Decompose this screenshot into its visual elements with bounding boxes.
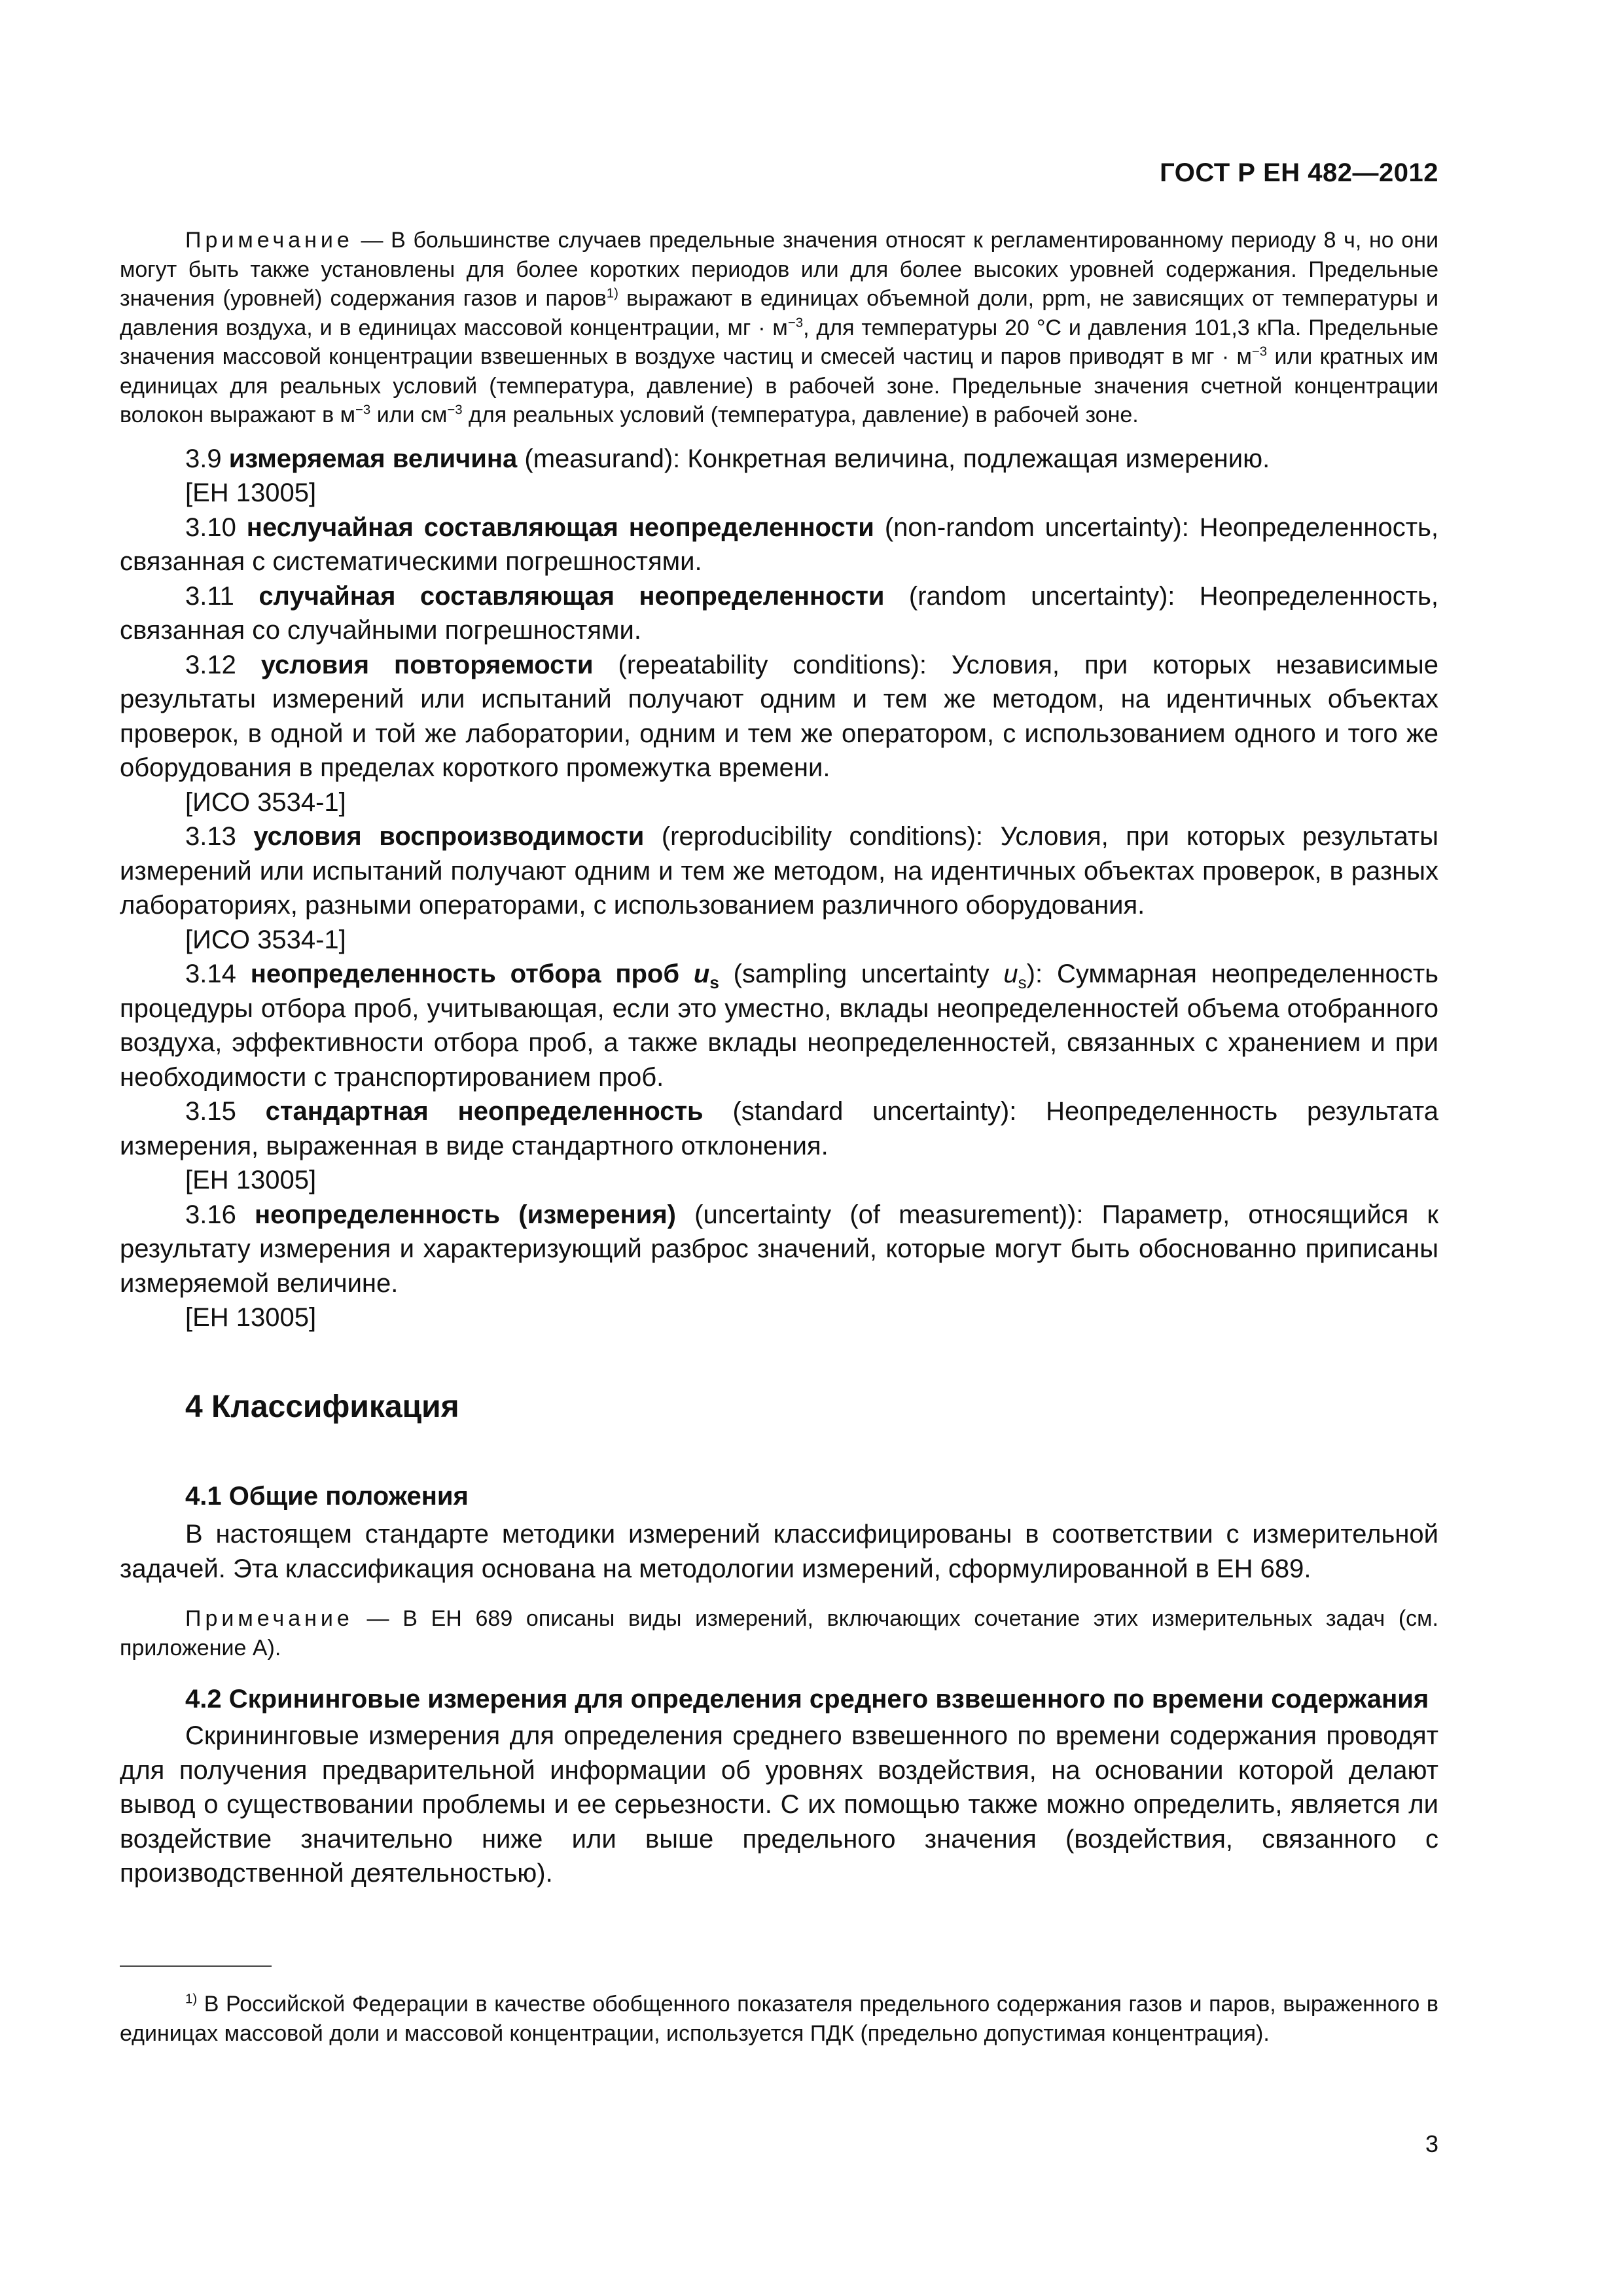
term-name: условия повторяемости bbox=[260, 650, 594, 679]
exponent: −3 bbox=[447, 403, 463, 418]
term-definition: (random uncertainty): Неопределенность, связанная со случайными погрешностями. bbox=[120, 581, 1438, 645]
note-label: Примечание bbox=[185, 228, 353, 253]
term-source-ref: [ИСО 3534-1] bbox=[185, 925, 346, 954]
term-source-ref: [ЕН 13005] bbox=[185, 478, 317, 507]
section-4-2-heading: 4.2 Скрининговые измерения для определения среднего взвешенного по времени содержания bbox=[185, 1685, 1429, 1713]
exponent: −3 bbox=[355, 403, 371, 418]
term-3-13 bbox=[120, 819, 1438, 923]
term-definition: (non-random uncertainty): Неопределенность, связанная с систематическими погрешностями. bbox=[120, 512, 1438, 576]
term-definition-b: ): Суммарная неопределенность процедуры отбора проб, учитывающая, если это уместно, вклады неопределенностей объема отобранного воздуха, эффективности отбора проб, а также вклады неопределенностей, связанных с хранением и при необходимости с транспортированием проб. bbox=[120, 960, 1439, 1092]
term-name: измеряемая величина bbox=[228, 444, 518, 473]
note-dash: — bbox=[353, 228, 391, 253]
footnote bbox=[120, 1990, 1438, 2048]
section-4-1-text: В настоящем стандарте методики измерений классифицированы в соответствии с измерительной задачей. Эта классификация основана на методологии измерений, сформулированной в ЕН 689. bbox=[120, 1520, 1438, 1583]
term-definition: (standard uncertainty): Неопределенность результата измерения, выраженная в виде стандартного отклонения. bbox=[120, 1097, 1438, 1160]
section-4-1-note bbox=[120, 1604, 1438, 1662]
term-definition-a: (sampling uncertainty bbox=[719, 960, 1004, 988]
page-body bbox=[120, 226, 1438, 1891]
term-definition: (measurand): Конкретная величина, подлежащая измерению. bbox=[517, 444, 1270, 473]
term-number: 3.12 bbox=[185, 650, 261, 679]
note-text: В ЕН 689 описаны виды измерений, включающих сочетание этих измерительных задач (см. приложение А). bbox=[120, 1606, 1438, 1660]
footnote-reference[interactable]: 1) bbox=[606, 286, 618, 301]
term-3-16 bbox=[120, 1198, 1438, 1301]
section-4-1-heading: 4.1 Общие положения bbox=[185, 1481, 469, 1511]
term-3-14 bbox=[120, 957, 1438, 1094]
term-name: неопределенность (измерения) bbox=[255, 1200, 676, 1229]
note-text-1: В большинстве случаев предельные значения относят к регламентированному периоду 8 ч, но они могут быть также установлены для более коротких периодов или для более высоких уровней содержания. Предельные значения (уровней) содержания газов и паров bbox=[120, 228, 1438, 311]
document-designation: ГОСТ Р ЕН 482—2012 bbox=[1160, 158, 1438, 187]
footnote-separator bbox=[120, 1965, 272, 1967]
term-symbol: u bbox=[693, 960, 710, 988]
note-label: Примечание bbox=[185, 1606, 353, 1631]
exponent: −3 bbox=[1251, 344, 1268, 359]
note-text-5: или см bbox=[370, 403, 448, 427]
note-dash: — bbox=[353, 1606, 403, 1631]
term-name: условия воспроизводимости bbox=[253, 822, 645, 851]
note-text-6: для реальных условий (температура, давление) в рабочей зоне. bbox=[462, 403, 1139, 427]
section-4-2-text: Скрининговые измерения для определения среднего взвешенного по времени содержания проводят для получения предварительной информации об уровнях воздействия, на основании которой делают вывод о существовании проблемы и ее серьезности. С их помощью также можно определить, является ли воздействие значительно ниже или выше предельного значения (воздействия, связанного с производственной деятельностью). bbox=[120, 1721, 1438, 1888]
term-symbol-subscript: s bbox=[709, 973, 719, 992]
term-name: случайная составляющая неопределенности bbox=[259, 581, 885, 611]
note-text-2: выражают в единицах объемной доли, ppm, не зависящих от температуры и давления воздуха, и в единицах массовой концентрации, мг · м bbox=[120, 286, 1438, 340]
term-3-9 bbox=[120, 442, 1438, 476]
term-3-11 bbox=[120, 579, 1438, 648]
term-3-15 bbox=[120, 1094, 1438, 1163]
note-paragraph bbox=[120, 226, 1438, 430]
footnote-text: В Российской Федерации в качестве обобщенного показателя предельного содержания газов и паров, выраженного в единицах массовой доли и массовой концентрации, используется ПДК (предельно допустимая концентрация). bbox=[120, 1992, 1438, 2046]
definition-symbol-subscript: s bbox=[1018, 973, 1027, 992]
term-number: 3.9 bbox=[185, 444, 229, 473]
definition-symbol: u bbox=[1003, 960, 1018, 988]
term-name: неопределенность отбора проб bbox=[250, 960, 694, 988]
term-3-12 bbox=[120, 648, 1438, 785]
term-number: 3.15 bbox=[185, 1097, 266, 1126]
term-3-10 bbox=[120, 511, 1438, 579]
term-name: стандартная неопределенность bbox=[265, 1097, 704, 1126]
term-number: 3.11 bbox=[185, 581, 259, 611]
note-text-3: , для температуры 20 °С и давления 101,3 кПа. Предельные значения массовой концентрации взвешенных в воздухе частиц и смесей частиц и паров приводят в мг · м bbox=[120, 315, 1438, 369]
term-number: 3.14 bbox=[185, 960, 251, 988]
term-definition: (uncertainty (of measurement)): Параметр, относящийся к результату измерения и характеризующий разброс значений, которые могут быть обоснованно приписаны измеряемой величине. bbox=[120, 1200, 1438, 1298]
term-number: 3.13 bbox=[185, 822, 254, 851]
term-number: 3.10 bbox=[185, 512, 247, 542]
term-source-ref: [ЕН 13005] bbox=[185, 1166, 317, 1194]
footnote-mark: 1) bbox=[185, 1992, 198, 2007]
page-number: 3 bbox=[1425, 2130, 1438, 2157]
term-number: 3.16 bbox=[185, 1200, 255, 1229]
term-source-ref: [ЕН 13005] bbox=[185, 1303, 317, 1332]
term-name: неслучайная составляющая неопределенности bbox=[246, 512, 874, 542]
note-text-4: или кратных им единицах для реальных условий (температура, давление) в рабочей зоне. Предельные значения счетной концентрации волокон выражают в м bbox=[120, 344, 1439, 427]
term-definition: (reproducibility conditions): Условия, при которых результаты измерений или испытаний получают одним и тем же методом, на идентичных объектах проверок, в разных лабораториях, разными операторами, с использованием различного оборудования. bbox=[120, 822, 1438, 920]
term-source-ref: [ИСО 3534-1] bbox=[185, 787, 346, 817]
section-4-heading: 4 Классификация bbox=[185, 1389, 459, 1424]
exponent: −3 bbox=[787, 315, 804, 331]
term-definition: (repeatability conditions): Условия, при которых независимые результаты измерений или испытаний получают одним и тем же методом, на идентичных объектах проверок, в одной и той же лаборатории, одним и тем же оператором, с использованием одного и того же оборудования в пределах короткого промежутка времени. bbox=[120, 650, 1438, 782]
